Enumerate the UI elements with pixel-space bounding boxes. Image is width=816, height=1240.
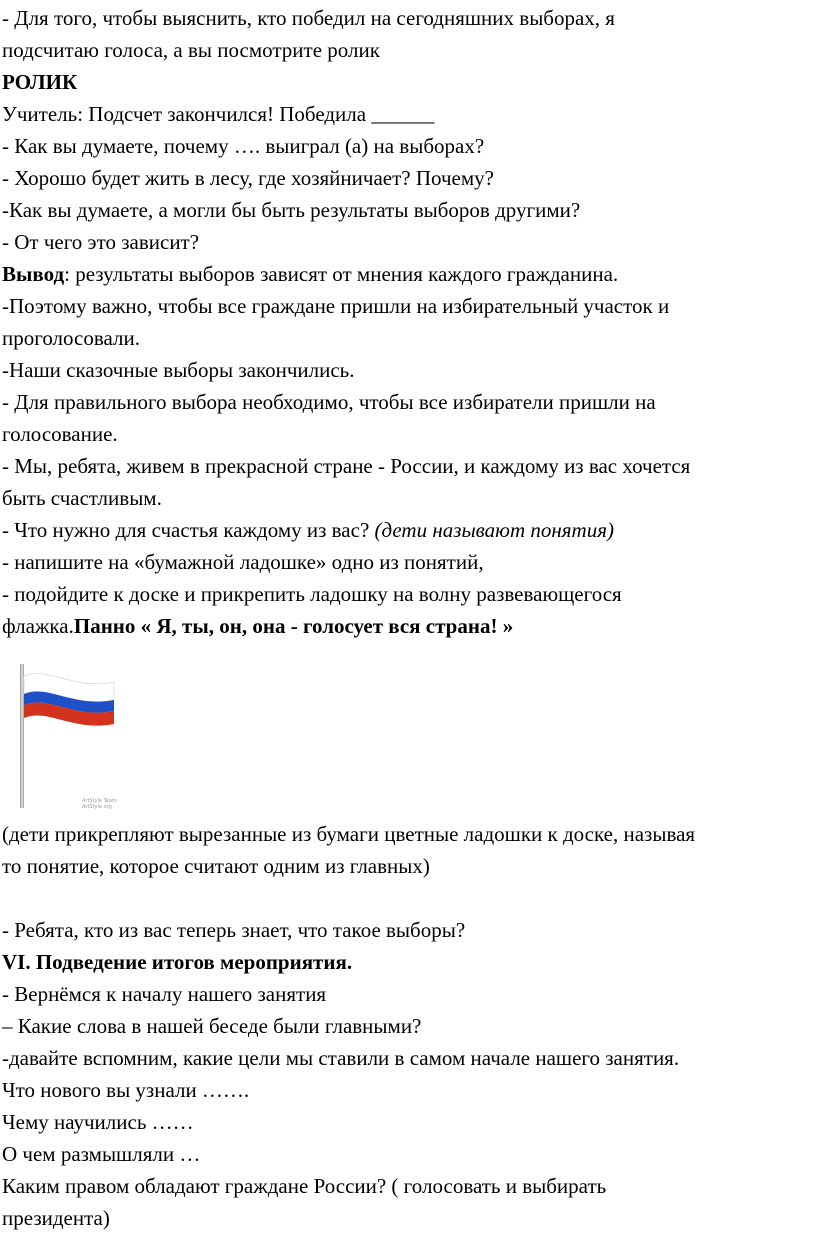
paragraph-line: президента) <box>2 1206 110 1230</box>
paragraph-line: -Поэтому важно, чтобы все граждане пришли на избирательный участок и <box>2 294 670 318</box>
flag-pole <box>20 664 24 808</box>
paragraph-line <box>2 610 513 642</box>
panel-title: Панно « Я, ты, он, она - голосует вся страна! » <box>73 614 514 638</box>
paragraph-line: Каким правом обладают граждане России? ( голосовать и выбирать <box>2 1174 607 1198</box>
section-heading: VI. Подведение итогов мероприятия. <box>2 950 353 974</box>
paragraph-line: - Для того, чтобы выяснить, кто победил на сегодняшних выборах, я <box>2 6 615 30</box>
paragraph-line: то понятие, которое считают одним из главных) <box>2 854 430 878</box>
paragraph-line: Чему научились …… <box>2 1110 194 1134</box>
conclusion-line <box>2 258 618 290</box>
paragraph-line: подсчитаю голоса, а вы посмотрите ролик <box>2 38 380 62</box>
paragraph-line: – Какие слова в нашей беседе были главными? <box>2 1014 422 1038</box>
paragraph-line: - Вернёмся к началу нашего занятия <box>2 982 327 1006</box>
section-heading: РОЛИК <box>2 70 78 94</box>
credit-line: ArtStyle Team <box>82 798 117 804</box>
conclusion-text: : результаты выборов зависят от мнения каждого гражданина. <box>64 262 619 286</box>
image-credit <box>82 798 117 810</box>
paragraph-line: -давайте вспомним, какие цели мы ставили в самом начале нашего занятия. <box>2 1046 680 1070</box>
paragraph-line: быть счастливым. <box>2 486 162 510</box>
paragraph-line: - подойдите к доске и прикрепить ладошку на волну развевающегося <box>2 582 622 606</box>
russian-flag-icon <box>18 662 138 810</box>
paragraph-line: - напишите на «бумажной ладошке» одно из понятий, <box>2 550 484 574</box>
italic-note: (дети называют понятия) <box>374 518 614 542</box>
paragraph-line: - Хорошо будет жить в лесу, где хозяйничает? Почему? <box>2 166 494 190</box>
question-text: - Что нужно для счастья каждому из вас? <box>2 518 370 542</box>
paragraph-line: голосование. <box>2 422 118 446</box>
paragraph-line: -Как вы думаете, а могли бы быть результаты выборов другими? <box>2 198 581 222</box>
paragraph-line: - Для правильного выбора необходимо, чтобы все избиратели пришли на <box>2 390 656 414</box>
paragraph-line: Учитель: Подсчет закончился! Победила ______ <box>2 102 435 126</box>
paragraph-line: - Ребята, кто из вас теперь знает, что такое выборы? <box>2 918 466 942</box>
paragraph-line: -Наши сказочные выборы закончились. <box>2 358 355 382</box>
paragraph-line: Что нового вы узнали ……. <box>2 1078 250 1102</box>
paragraph-line: - От чего это зависит? <box>2 230 200 254</box>
paragraph-line: О чем размышляли … <box>2 1142 201 1166</box>
paragraph-line: - Как вы думаете, почему …. выиграл (а) на выборах? <box>2 134 485 158</box>
paragraph-line: (дети прикрепляют вырезанные из бумаги цветные ладошки к доске, называя <box>2 822 696 846</box>
paragraph-line <box>2 514 614 546</box>
credit-line: ArtStyle.org <box>82 804 112 810</box>
flag-illustration <box>18 662 138 810</box>
paragraph-line: - Мы, ребята, живем в прекрасной стране - России, и каждому из вас хочется <box>2 454 691 478</box>
paragraph-line: проголосовали. <box>2 326 140 350</box>
conclusion-label: Вывод <box>2 262 65 286</box>
line-text: флажка. <box>2 614 74 638</box>
